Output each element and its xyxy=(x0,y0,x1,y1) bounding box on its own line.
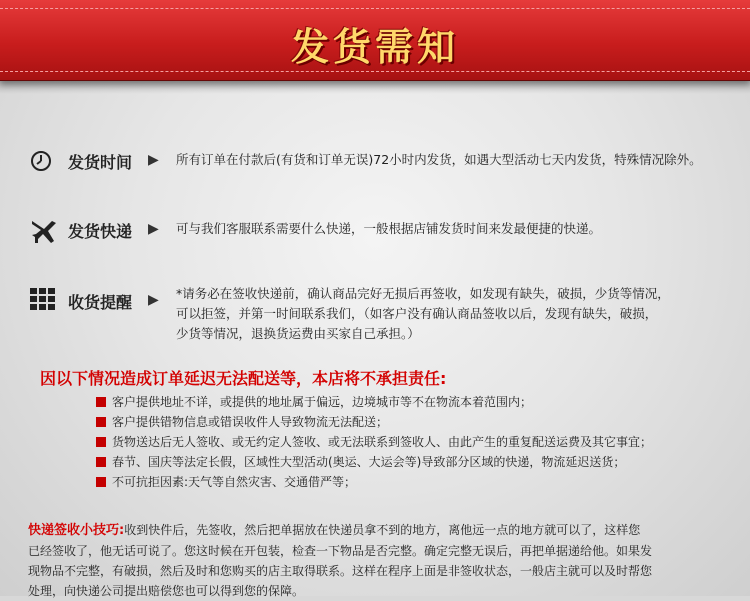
tips-line-2: 已经签收了，他无话可说了。您这时候在开包装，检查一下物品是否完整。确定完整无误后，再把单据递给他。如果发 xyxy=(28,544,653,558)
row-courier xyxy=(30,217,730,243)
arrow-icon: ▶ xyxy=(148,292,159,308)
notice-list xyxy=(96,392,652,492)
notice-item-text: 客户提供错物信息或错误收件人导致物流无法配送； xyxy=(112,415,389,429)
square-bullet-icon xyxy=(96,417,106,427)
row-text-courier: 可与我们客服联系需要什么快递，一般根据店铺发货时间来发最便捷的快递。 xyxy=(176,221,602,236)
row-text-receiving-line1: *请务必在签收快递前，确认商品完好无损后再签收，如发现有缺失，破损，少货等情况， xyxy=(176,286,670,301)
notice-item-text: 不可抗拒因素:天气等自然灾害、交通借严等； xyxy=(112,475,357,489)
notice-item-text: 春节、国庆等法定长假，区域性大型活动(奥运、大运会等)导致部分区域的快递，物流延迟送货； xyxy=(112,455,626,469)
row-text-receiving-line3: 少货等情况，退换货运费由买家自己承担。） xyxy=(176,326,420,341)
airplane-icon xyxy=(30,215,60,249)
banner-shadow xyxy=(0,80,750,94)
notice-item-text: 货物送达后无人签收、或无约定人签收、或无法联系到签收人、由此产生的重复配送运费及其它事宜； xyxy=(112,435,653,449)
list-item xyxy=(96,412,652,432)
clock-icon xyxy=(30,150,52,176)
list-item xyxy=(96,472,652,492)
list-item xyxy=(96,452,652,472)
notice-item-text: 客户提供地址不详，或提供的地址属于偏远，边境城市等不在物流本着范围内； xyxy=(112,395,533,409)
header-banner xyxy=(0,0,750,81)
square-bullet-icon xyxy=(96,457,106,467)
grid-icon xyxy=(30,288,56,316)
row-text-receiving-line2: 可以拒签，并第一时间联系我们，（如客户没有确认商品签收以后，发现有缺失，破损， xyxy=(176,306,658,321)
notice-title: 因以下情况造成订单延迟无法配送等，本店将不承担责任: xyxy=(40,369,447,388)
list-item xyxy=(96,392,652,412)
arrow-icon: ▶ xyxy=(148,221,159,237)
square-bullet-icon xyxy=(96,437,106,447)
row-title-receiving-reminder: 收货提醒 xyxy=(68,293,133,312)
row-shipping-time xyxy=(30,150,730,172)
tips-text-1: 收到快件后，先签收，然后把单据放在快递员拿不到的地方，离他远一点的地方就可以了，这样您 xyxy=(124,523,641,537)
list-item xyxy=(96,432,652,452)
row-text-shipping-time: 所有订单在付款后(有货和订单无误)72小时内发货，如遇大型活动七天内发货，特殊情况除外。 xyxy=(176,152,702,167)
delivery-tips xyxy=(28,520,728,601)
arrow-icon: ▶ xyxy=(148,152,159,168)
square-bullet-icon xyxy=(96,477,106,487)
row-title-shipping-time: 发货时间 xyxy=(68,153,133,172)
row-title-courier: 发货快递 xyxy=(68,222,133,241)
tips-line-4: 处理，向快递公司提出赔偿您也可以得到您的保障。 xyxy=(28,584,305,598)
tips-label: 快递签收小技巧: xyxy=(28,523,125,538)
square-bullet-icon xyxy=(96,397,106,407)
tips-line-1 xyxy=(28,520,728,541)
tips-line-3: 现物品不完整，有破损，然后及时和您购买的店主取得联系。这样在程序上面是非签收状态，一般店主就可以及时帮您 xyxy=(28,564,653,578)
row-receiving-reminder xyxy=(30,284,730,346)
banner-title: 发货需知 xyxy=(290,25,459,69)
